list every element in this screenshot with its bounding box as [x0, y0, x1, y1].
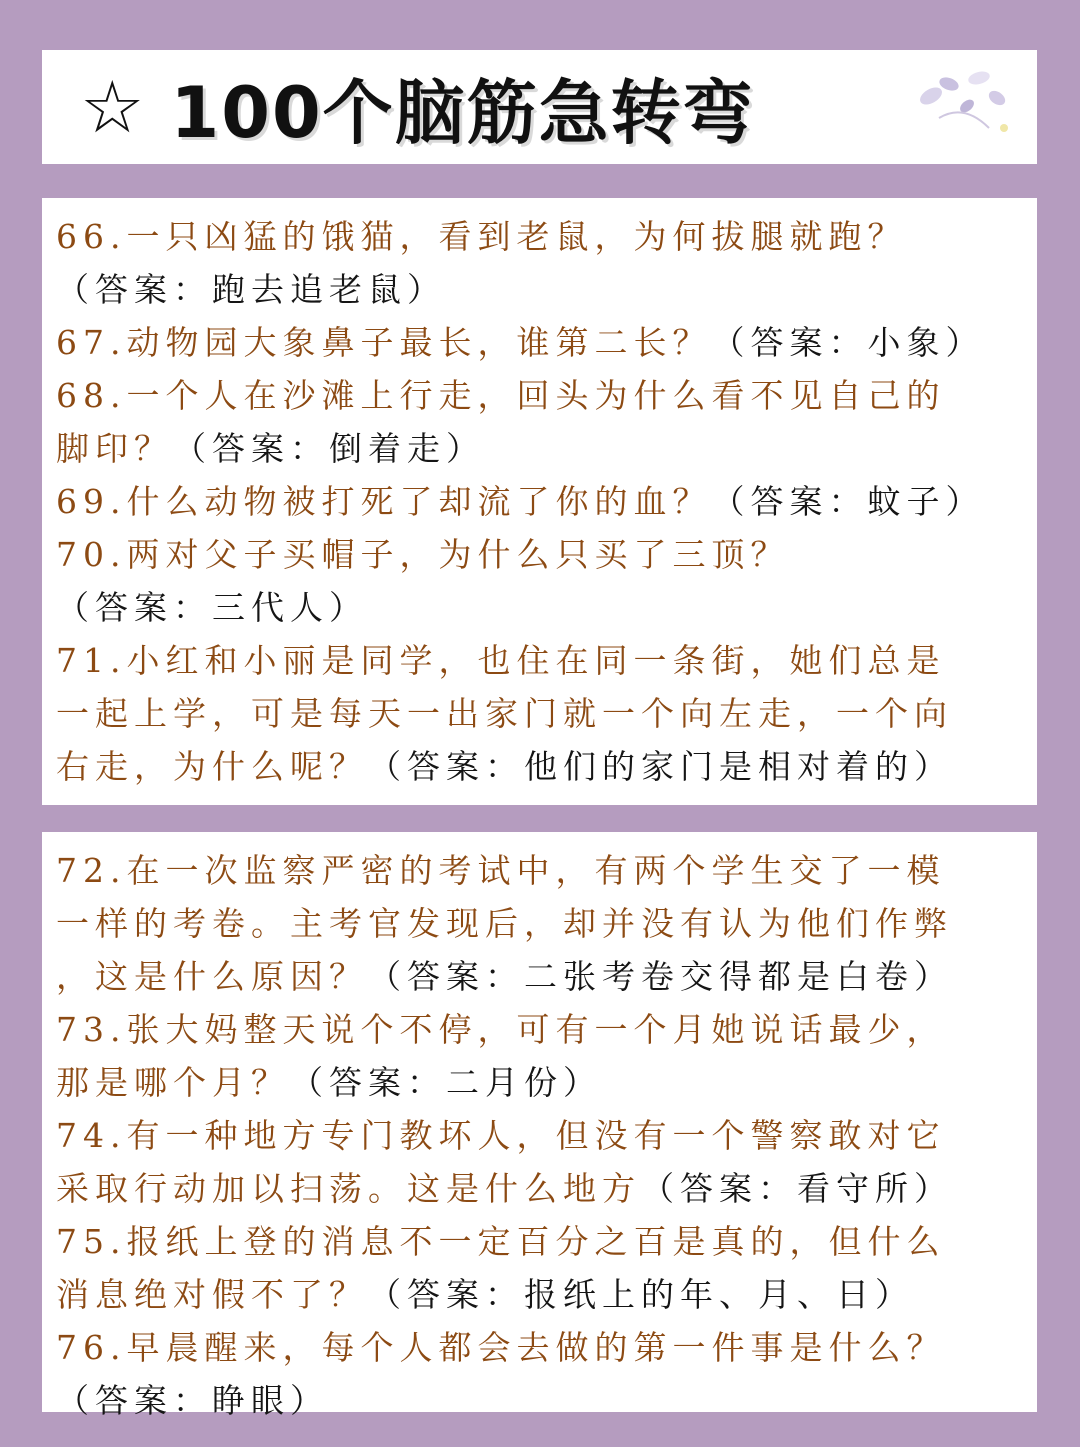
riddle-line — [56, 1056, 1027, 1109]
riddle-question: 68.一个人在沙滩上行走，回头为什么看不见自己的 — [56, 376, 946, 415]
riddle-question: 74.有一种地方专门教坏人，但没有一个警察敢对它 — [56, 1116, 946, 1155]
riddle-question: 67.动物园大象鼻子最长，谁第二长？ — [56, 323, 712, 362]
riddle-card-2 — [42, 832, 1037, 1420]
riddle-answer: （答案：二月份） — [290, 1063, 602, 1102]
riddle-question: 66.一只凶猛的饿猫，看到老鼠，为何拔腿就跑？ — [56, 217, 907, 256]
riddle-line — [56, 740, 1027, 793]
riddle-question: 一样的考卷。主考官发现后，却并没有认为他们作弊 — [56, 904, 953, 943]
riddle-question: ，这是什么原因？ — [56, 957, 368, 996]
title-banner — [42, 50, 1037, 164]
riddle-question: 一起上学，可是每天一出家门就一个向左走，一个向 — [56, 694, 953, 733]
riddle-question: 那是哪个月？ — [56, 1063, 290, 1102]
riddle-question: 采取行动加以扫荡。这是什么地方 — [56, 1169, 641, 1208]
riddle-line — [56, 1003, 1027, 1056]
riddle-question: 70.两对父子买帽子，为什么只买了三顶？ — [56, 535, 790, 574]
riddle-answer: （答案：报纸上的年、月、日） — [368, 1275, 914, 1314]
riddle-line — [56, 897, 1027, 950]
riddle-line — [56, 369, 1027, 422]
riddle-question: 右走，为什么呢？ — [56, 747, 368, 786]
riddle-answer: （答案：睁眼） — [56, 1381, 329, 1420]
riddle-line — [56, 316, 1027, 369]
riddle-line — [56, 1215, 1027, 1268]
riddle-question: 76.早晨醒来，每个人都会去做的第一件事是什么？ — [56, 1328, 946, 1367]
star-icon: ☆ — [80, 65, 145, 149]
riddle-answer: （答案：跑去追老鼠） — [56, 270, 446, 309]
riddle-answer: （答案：二张考卷交得都是白卷） — [368, 957, 953, 996]
riddle-question: 73.张大妈整天说个不停，可有一个月她说话最少， — [56, 1010, 946, 1049]
riddle-line — [56, 263, 1027, 316]
riddle-answer: （答案：看守所） — [641, 1169, 953, 1208]
riddle-line — [56, 1268, 1027, 1321]
riddle-line — [56, 475, 1027, 528]
riddle-line — [56, 1109, 1027, 1162]
riddle-line — [56, 581, 1027, 634]
riddle-card-1 — [42, 198, 1037, 805]
riddle-question: 75.报纸上登的消息不一定百分之百是真的，但什么 — [56, 1222, 946, 1261]
riddle-line — [56, 634, 1027, 687]
riddle-line — [56, 844, 1027, 897]
riddle-answer: （答案：倒着走） — [173, 429, 485, 468]
riddle-line — [56, 528, 1027, 581]
riddle-line — [56, 950, 1027, 1003]
riddle-line — [56, 687, 1027, 740]
page-title: 100个脑筋急转弯 — [170, 71, 755, 154]
riddle-answer: （答案：小象） — [711, 323, 985, 362]
riddle-question: 消息绝对假不了？ — [56, 1275, 368, 1314]
riddle-question: 71.小红和小丽是同学，也住在同一条街，她们总是 — [56, 641, 946, 680]
riddle-question: 72.在一次监察严密的考试中，有两个学生交了一模 — [56, 851, 946, 890]
riddle-line — [56, 422, 1027, 475]
riddle-question: 脚印？ — [56, 429, 173, 468]
riddle-line — [56, 1321, 1027, 1374]
riddle-answer: （答案：他们的家门是相对着的） — [368, 747, 953, 786]
riddle-line — [56, 1374, 1027, 1427]
riddle-question: 69.什么动物被打死了却流了你的血？ — [56, 482, 712, 521]
riddle-line — [56, 210, 1027, 263]
riddle-answer: （答案：三代人） — [56, 588, 368, 627]
riddle-answer: （答案：蚊子） — [711, 482, 985, 521]
riddle-line — [56, 1162, 1027, 1215]
flower-decoration-icon — [909, 58, 1019, 158]
